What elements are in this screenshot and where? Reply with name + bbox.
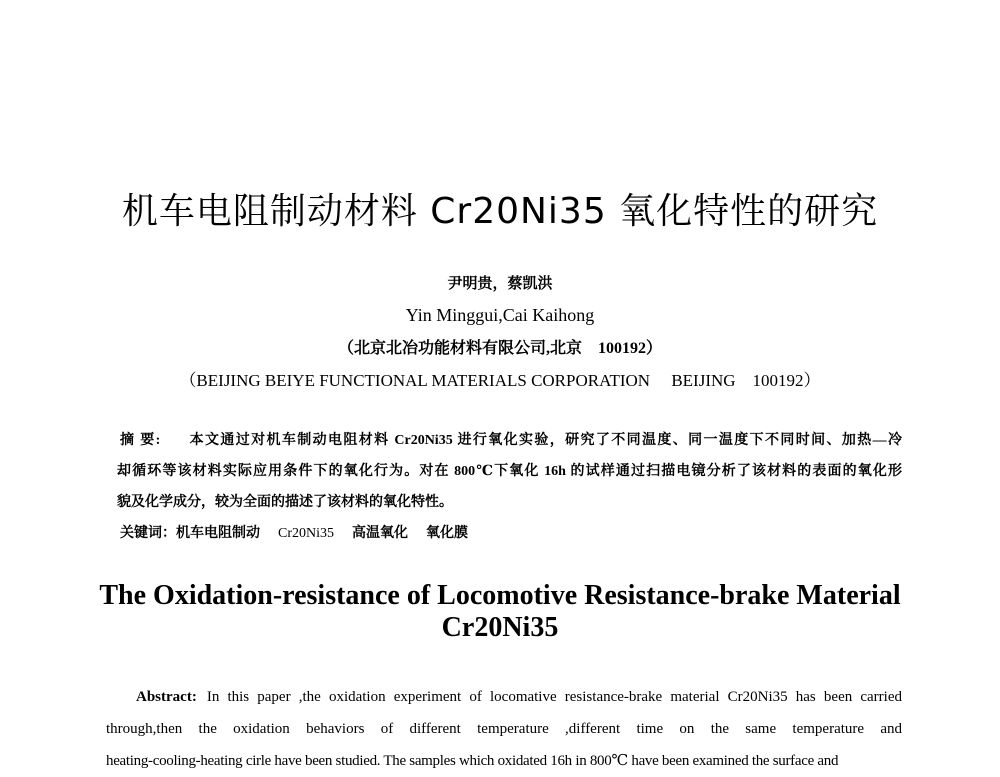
- keyword: 高温氧化: [352, 526, 408, 541]
- affiliation-cn: （北京北冶功能材料有限公司,北京 100192）: [337, 340, 662, 357]
- paper-title-en: The Oxidation-resistance of Locomotive Resistance-brake Material Cr20Ni35: [99, 580, 901, 643]
- affiliation-en: （BEIJING BEIYE FUNCTIONAL MATERIALS CORPORATION BEIJING 100192）: [179, 371, 821, 390]
- authors-en: Yin Minggui,Cai Kaihong: [405, 305, 595, 325]
- abstract-cn-label: 摘 要:: [120, 433, 161, 448]
- keyword: 机车电阻制动: [176, 526, 260, 541]
- abstract-cn-line: 却循环等该材料实际应用条件下的氧化行为。对在 800℃下氧化 16h 的试样通过扫描电镜分析了该材料的表面的氧化形: [117, 464, 902, 479]
- abstract-cn-line: 貌及化学成分，较为全面的描述了该材料的氧化特性。: [117, 495, 453, 510]
- authors-cn: 尹明贵，蔡凯洪: [447, 274, 553, 292]
- abstract-en-line: through,then the oxidation behaviors of different temperature ,different time on the same temperature and: [106, 721, 902, 737]
- abstract-cn-line: 摘 要: 本文通过对机车制动电阻材料 Cr20Ni35 进行氧化实验，研究了不同温度、同一温度下不同时间、加热—冷: [120, 433, 902, 448]
- abstract-en-line: heating-cooling-heating cirle have been studied. The samples which oxidated 16h in 800℃ have been examined the surface and: [106, 753, 839, 769]
- keyword: Cr20Ni35: [278, 526, 334, 541]
- keyword: 氧化膜: [426, 526, 468, 541]
- abstract-en: [106, 681, 902, 777]
- keywords: [120, 522, 486, 542]
- abstract-cn: [117, 425, 902, 518]
- abstract-en-label: Abstract:: [136, 689, 197, 705]
- abstract-en-line: Abstract: In this paper ,the oxidation experiment of locomative resistance-brake material Cr20Ni35 has been carried: [136, 689, 902, 705]
- paper-title-cn: 机车电阻制动材料 Cr20Ni35 氧化特性的研究: [121, 191, 879, 232]
- keywords-label: 关键词：: [120, 526, 176, 541]
